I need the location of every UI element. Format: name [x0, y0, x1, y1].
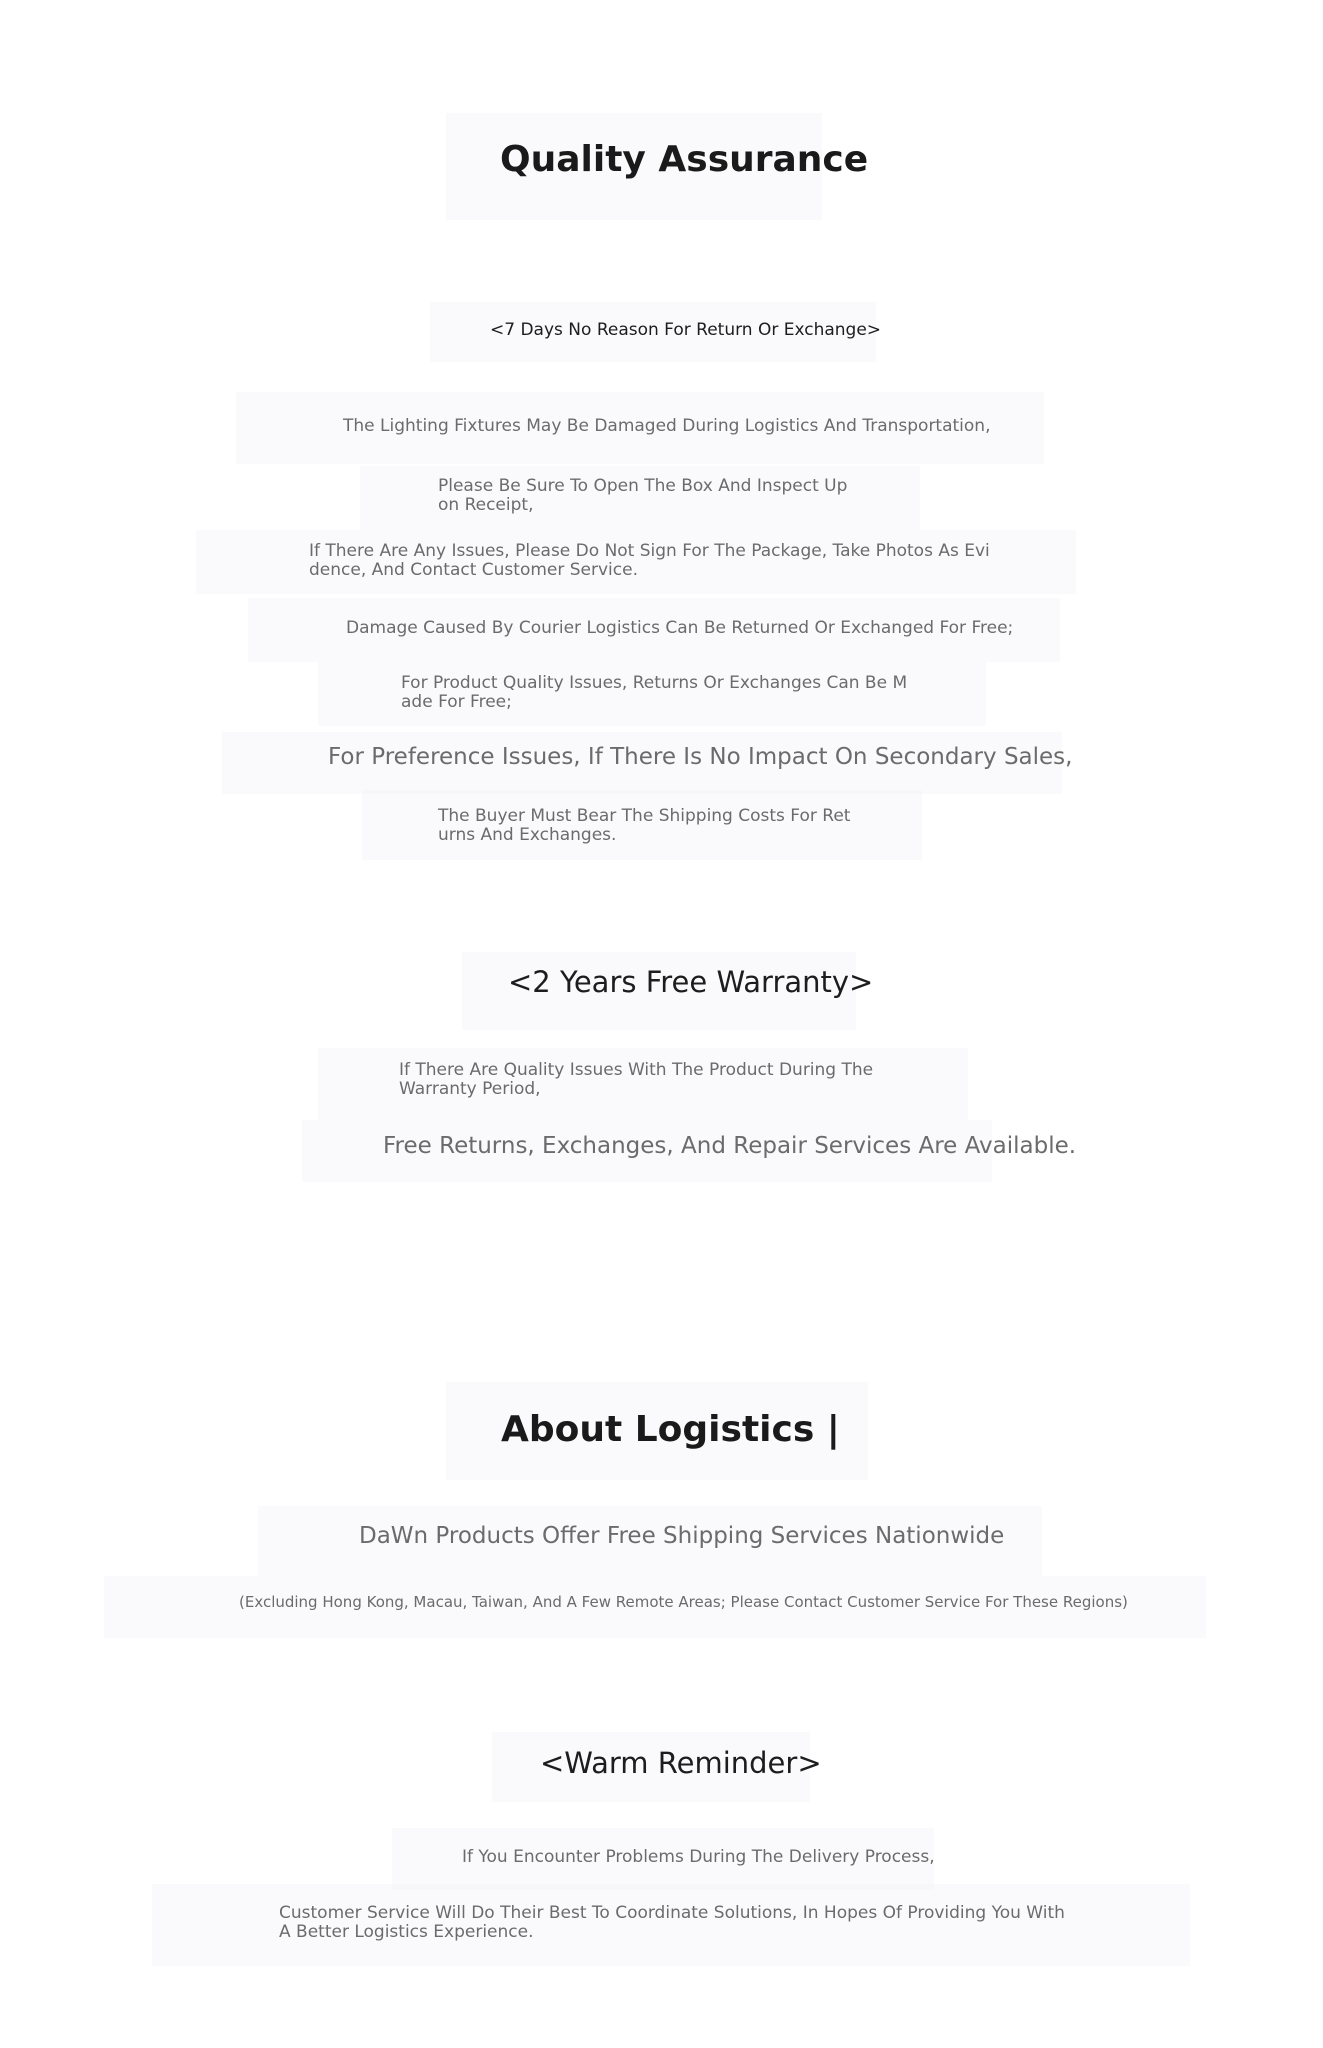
warm-reminder-heading: <Warm Reminder> [540, 1746, 822, 1780]
warranty-heading: <2 Years Free Warranty> [508, 965, 874, 999]
free-shipping-line: DaWn Products Offer Free Shipping Services Nationwide [359, 1523, 1005, 1549]
about-logistics-title: About Logistics | [501, 1409, 840, 1450]
quality-issue-line: For Product Quality Issues, Returns Or Exchanges Can Be M ade For Free; [401, 673, 908, 713]
warranty-period-line: If There Are Quality Issues With The Product During The Warranty Period, [399, 1060, 874, 1100]
inspect-on-receipt-line: Please Be Sure To Open The Box And Inspect Up on Receipt, [438, 476, 848, 516]
do-not-sign-line: If There Are Any Issues, Please Do Not Sign For The Package, Take Photos As Evi dence, And Contact Customer Service. [309, 541, 990, 581]
customer-service-line: Customer Service Will Do Their Best To Coordinate Solutions, In Hopes Of Providing You With A Better Logistics Experience. [279, 1903, 1065, 1943]
delivery-problems-line: If You Encounter Problems During The Delivery Process, [462, 1847, 935, 1867]
excluded-regions-note: (Excluding Hong Kong, Macau, Taiwan, And A Few Remote Areas; Please Contact Customer Service For These Regions) [239, 1593, 1128, 1611]
damage-notice-line: The Lighting Fixtures May Be Damaged During Logistics And Transportation, [343, 416, 991, 436]
preference-issue-line: For Preference Issues, If There Is No Impact On Secondary Sales, [328, 744, 1073, 770]
quality-assurance-title: Quality Assurance [500, 139, 869, 180]
free-repair-line: Free Returns, Exchanges, And Repair Services Are Available. [383, 1133, 1077, 1159]
return-exchange-heading: <7 Days No Reason For Return Or Exchange> [490, 320, 882, 340]
buyer-shipping-cost-line: The Buyer Must Bear The Shipping Costs For Ret urns And Exchanges. [438, 806, 851, 846]
courier-damage-line: Damage Caused By Courier Logistics Can Be Returned Or Exchanged For Free; [346, 618, 1014, 638]
